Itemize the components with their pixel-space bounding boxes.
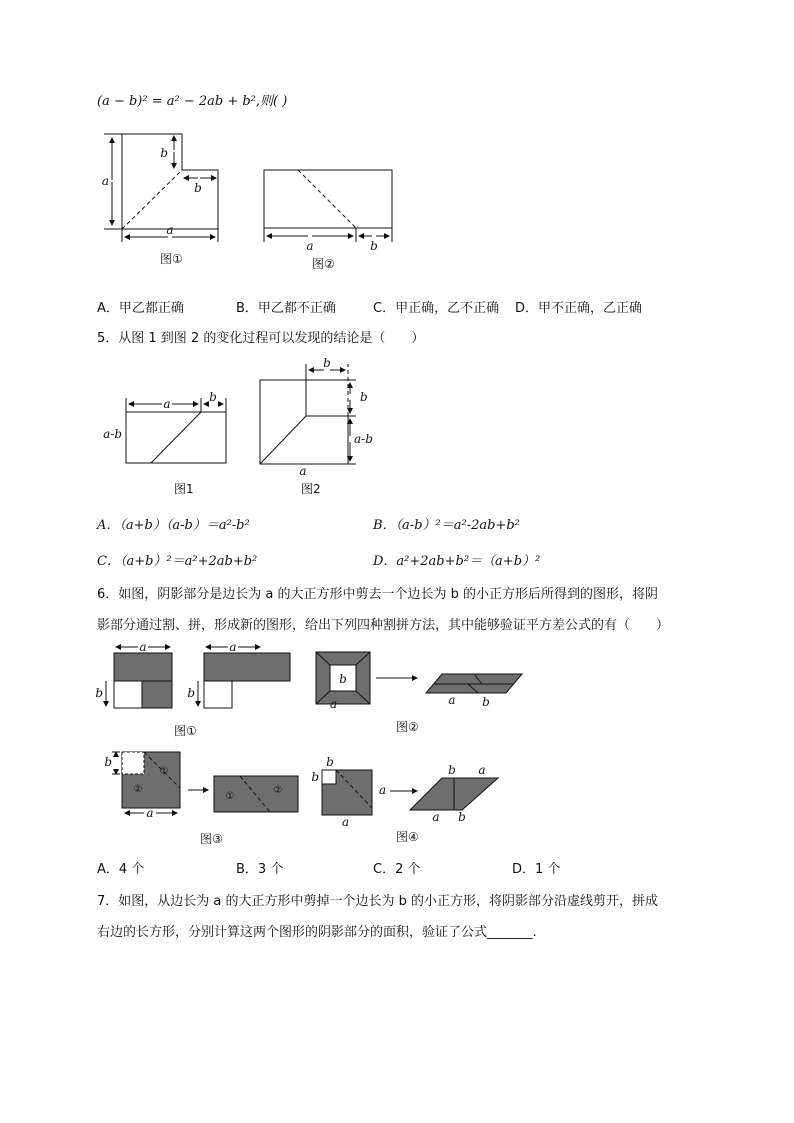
q6-fig4-caption: 图④ [396, 830, 419, 844]
q6-figure-3 [98, 748, 308, 823]
label-a: a [146, 806, 154, 820]
label-b: b [360, 390, 368, 404]
label-b: b [370, 239, 378, 253]
q5-option-a[interactable]: A．（a+b）（a-b）＝a²-b² [97, 518, 250, 533]
label-a: a [330, 697, 338, 711]
label-a: a [342, 815, 350, 829]
q4-option-d[interactable]: D．甲不正确，乙正确 [515, 301, 643, 316]
label-b: b [482, 695, 490, 709]
q5-stem: 5．从图 1 到图 2 的变化过程可以发现的结论是（ ） [97, 331, 425, 346]
region-2: ② [133, 784, 143, 795]
q5-figure-1 [96, 386, 236, 468]
q5-option-b[interactable]: B．（a-b）²＝a²-2ab+b² [373, 518, 520, 533]
label-b: b [311, 770, 319, 784]
q6-figure-4 [311, 755, 507, 824]
q6-option-a[interactable]: A．4 个 [97, 862, 145, 877]
label-b: b [323, 356, 331, 370]
q4-figure-1 [98, 130, 228, 245]
region-1: ① [159, 766, 169, 777]
q4-fig1-caption: 图① [160, 252, 183, 266]
label-a: a [139, 640, 147, 654]
label-a: a [379, 783, 387, 797]
label-b: b [326, 755, 334, 769]
q4-stem: (a − b)² = a² − 2ab + b²,则( ) [97, 94, 288, 109]
label-b: b [187, 686, 195, 700]
label-b: b [104, 755, 112, 769]
label-a-minus-b: a-b [354, 432, 373, 446]
q4-figure-2 [262, 168, 397, 253]
region-1: ① [225, 791, 235, 802]
q5-figure-2 [256, 354, 381, 479]
q6-figure-2 [312, 650, 527, 710]
label-a: a [166, 223, 174, 237]
q4-option-a[interactable]: A．甲乙都正确 [97, 301, 184, 316]
label-a: a [229, 640, 237, 654]
label-a: a [163, 397, 171, 411]
label-b: b [458, 810, 466, 824]
label-a: a [432, 810, 440, 824]
q6-figure-1 [95, 640, 298, 715]
label-b: b [339, 672, 347, 686]
label-a: a [306, 239, 314, 253]
label-a: a [478, 763, 486, 777]
q6-option-c[interactable]: C．2 个 [373, 862, 421, 877]
q5-fig2-caption: 图2 [301, 482, 321, 496]
q7-stem-line-1: 7．如图，从边长为 a 的大正方形中剪掉一个边长为 b 的小正方形，将阴影部分沿虚线剪开，拼成 [97, 894, 659, 909]
label-b: b [448, 763, 456, 777]
label-a: a [448, 693, 456, 707]
label-b: b [194, 181, 202, 195]
q4-option-b[interactable]: B．甲乙都不正确 [236, 301, 336, 316]
q6-stem-line-2: 影部分通过割、拼，形成新的图形，给出下列四种割拼方法，其中能够验证平方差公式的有（ ） [97, 618, 670, 633]
q6-fig2-caption: 图② [396, 720, 419, 734]
q6-stem-line-1: 6．如图，阴影部分是边长为 a 的大正方形中剪去一个边长为 b 的小正方形后所得到的图形，将阴 [97, 587, 659, 602]
region-2: ② [273, 785, 283, 796]
q5-option-c[interactable]: C．（a+b）²＝a²+2ab+b² [97, 554, 258, 569]
label-a: a [101, 174, 109, 188]
label-b: b [209, 390, 217, 404]
q6-option-d[interactable]: D．1 个 [512, 862, 561, 877]
label-a-minus-b: a-b [103, 427, 122, 441]
q4-option-c[interactable]: C．甲正确，乙不正确 [373, 301, 500, 316]
q6-fig1-caption: 图① [174, 724, 197, 738]
q5-fig1-caption: 图1 [174, 482, 194, 496]
label-b: b [160, 146, 168, 160]
q6-fig3-caption: 图③ [200, 832, 223, 846]
q5-option-d[interactable]: D．a²+2ab+b²＝（a+b）² [373, 554, 541, 569]
q7-stem-line-2: 右边的长方形，分别计算这两个图形的阴影部分的面积，验证了公式_______. [97, 925, 537, 940]
label-b: b [95, 686, 103, 700]
label-a: a [299, 464, 307, 478]
q4-fig2-caption: 图② [312, 257, 335, 271]
q6-option-b[interactable]: B．3 个 [236, 862, 284, 877]
